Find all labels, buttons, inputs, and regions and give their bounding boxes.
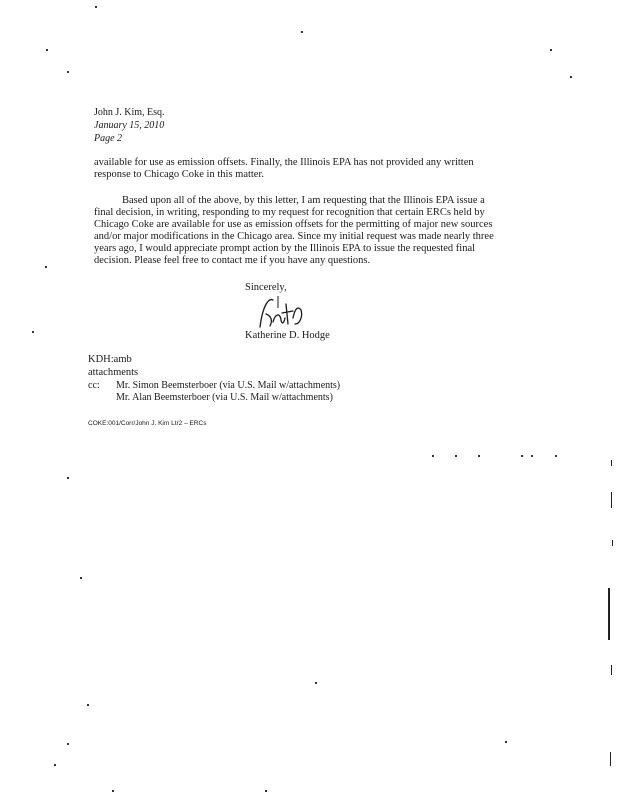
scan-artifact [80,577,82,579]
scan-artifact [521,455,523,457]
attachments-note: attachments [88,367,139,378]
scan-artifact [67,477,69,479]
scan-artifact [478,455,480,457]
scan-artifact [611,460,612,466]
signer-name: Katherine D. Hodge [245,330,330,341]
scan-artifact [32,331,34,333]
closing-salutation: Sincerely, [245,282,287,293]
cc-label: cc: [88,380,100,391]
letter-date: January 15, 2010 [94,120,165,131]
recipient-name: John J. Kim, Esq. [94,107,165,118]
scan-artifact [505,741,507,743]
body-line: response to Chicago Coke in this matter. [94,169,265,180]
scan-artifact [610,752,611,766]
page-number: Page 2 [94,133,123,144]
scan-artifact [95,6,97,8]
scan-artifact [54,764,56,766]
scan-artifact [531,455,533,457]
scan-artifact [315,682,317,684]
scan-artifact [612,540,613,546]
scan-artifact [432,455,434,457]
scan-artifact [555,455,557,457]
body-line: available for use as emission offsets. Finally, the Illinois EPA has not provided any written [94,157,474,168]
scan-artifact [550,49,552,51]
scan-artifact [301,31,303,33]
scan-artifact [67,71,69,73]
scan-artifact [87,704,89,706]
body-line: decision. Please feel free to contact me if you have any questions. [94,255,371,266]
body-line: and/or major modifications in the Chicago area. Since my initial request was made nearly three [94,231,494,242]
typist-initials: KDH:amb [88,354,132,365]
scan-artifact [611,492,612,508]
handwritten-signature [257,294,305,330]
scan-artifact [112,790,114,792]
file-reference: COKE:001/Corr/John J. Kim Ltr2 – ERCs [88,420,207,427]
scan-artifact [67,743,69,745]
scan-artifact [455,455,457,457]
scan-artifact [570,76,572,78]
cc-recipient: Mr. Simon Beemsterboer (via U.S. Mail w/attachments) [116,380,341,391]
scan-artifact [611,665,612,675]
scan-artifact [45,266,47,268]
scan-artifact [608,588,610,640]
body-line: years ago, I would appreciate prompt action by the Illinois EPA to issue the requested final [94,243,476,254]
body-line: final decision, in writing, responding to my request for recognition that certain ERCs held by [94,207,485,218]
scan-artifact [265,790,267,792]
body-line: Chicago Coke are available for use as emission offsets for the permitting of major new sources [94,219,493,230]
cc-recipient: Mr. Alan Beemsterboer (via U.S. Mail w/attachments) [116,392,333,403]
body-line: Based upon all of the above, by this letter, I am requesting that the Illinois EPA issue a [122,195,485,206]
scan-artifact [46,49,48,51]
